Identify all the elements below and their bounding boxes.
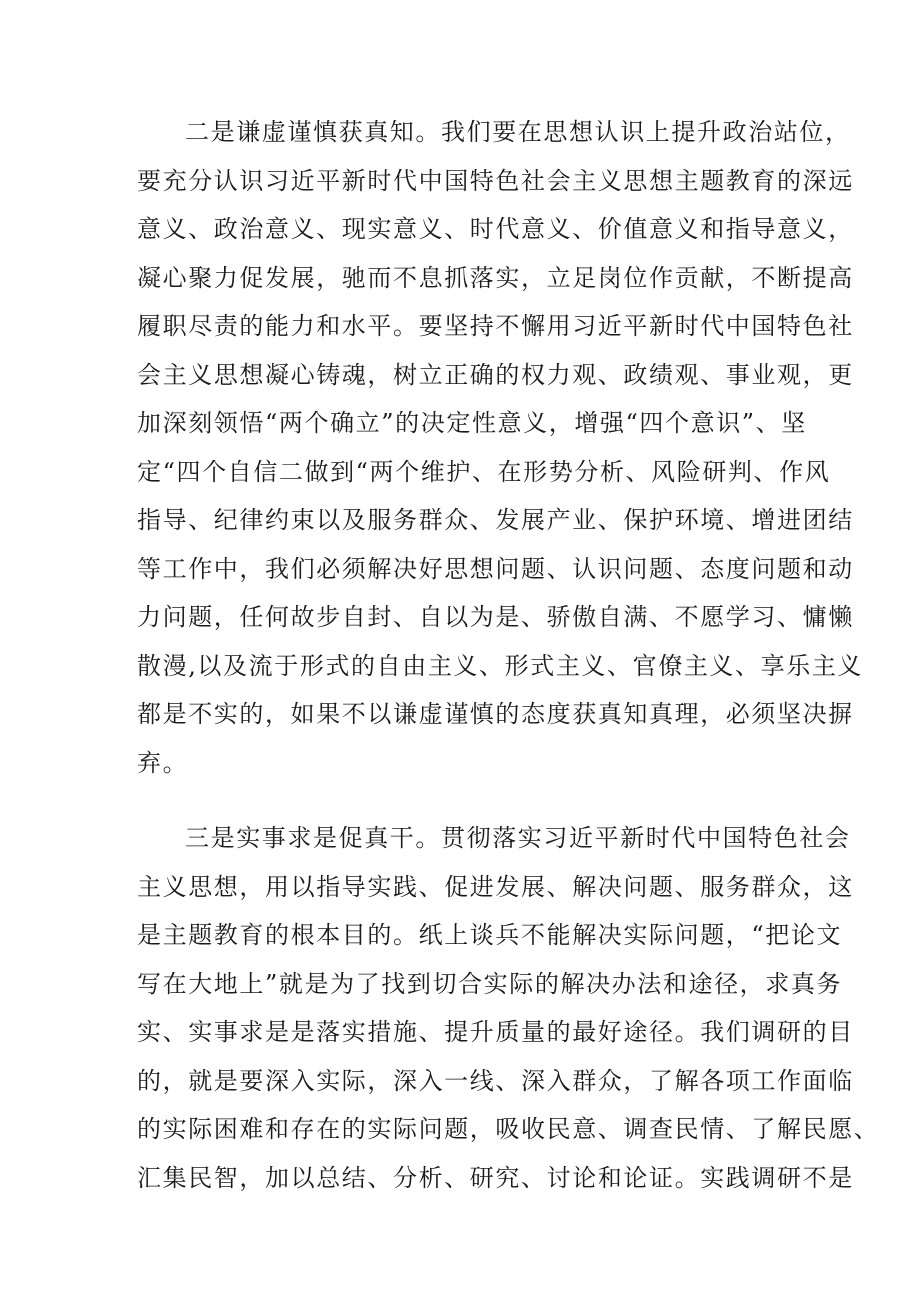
paragraph-line: 的，就是要深入实际，深入一线、深入群众，了解各项工作面临: [137, 1066, 854, 1095]
paragraph-line: 凝心聚力促发展，驰而不息抓落实，立足岗位作贡献，不断提高: [137, 263, 854, 292]
paragraph-line: 定“四个自信二做到“两个维护、在形势分析、风险研判、作风: [137, 457, 831, 486]
paragraph-line: 等工作中，我们必须解决好思想问题、认识问题、态度问题和动: [137, 554, 854, 583]
paragraph-line: 要充分认识习近平新时代中国特色社会主义思想主题教育的深远: [137, 166, 854, 195]
paragraph-line: 实、实事求是是落实措施、提升质量的最好途径。我们调研的目: [137, 1018, 854, 1046]
paragraph-line: 三是实事求是促真干。贯彻落实习近平新时代中国特色社会: [185, 824, 851, 852]
paragraph-line: 的实际困难和存在的实际问题，吸收民意、调查民情、了解民愿、: [137, 1115, 880, 1143]
paragraph-line: 都是不实的，如果不以谦虚谨慎的态度获真知真理，必须坚决摒: [137, 700, 854, 728]
paragraph-line: 写在大地上”就是为了找到切合实际的解决办法和途径，求真务: [137, 969, 843, 998]
paragraph-line: 弃。: [137, 748, 189, 777]
paragraph-practicality: [137, 814, 880, 1202]
paragraph-line: 汇集民智，加以总结、分析、研究、讨论和论证。实践调研不是: [137, 1163, 854, 1192]
paragraph-line: 加深刻领悟“两个确立”的决定性意义，增强“四个意识”、坚: [137, 409, 807, 437]
paragraph-line: 主义思想，用以指导实践、促进发展、解决问题、服务群众，这: [137, 872, 854, 901]
paragraph-line: 二是谦虚谨慎获真知。我们要在思想认识上提升政治站位，: [185, 118, 851, 146]
paragraph-line: 履职尽责的能力和水平。要坚持不懈用习近平新时代中国特色社: [137, 312, 854, 340]
paragraph-line: 力问题，任何故步自封、自以为是、骄傲自满、不愿学习、慵懒: [137, 603, 854, 631]
paragraph-line: 是主题教育的根本目的。纸上谈兵不能解决实际问题，“把论文: [137, 921, 843, 949]
paragraph-humility: [137, 108, 864, 787]
paragraph-line: 意义、政治意义、现实意义、时代意义、价值意义和指导意义，: [137, 215, 854, 243]
paragraph-line: 散漫,以及流于形式的自由主义、形式主义、官僚主义、享乐主义: [137, 651, 864, 680]
paragraph-line: 指导、纪律约束以及服务群众、发展产业、保护环境、增进团结: [137, 506, 854, 534]
paragraph-line: 会主义思想凝心铸魂，树立正确的权力观、政绩观、事业观，更: [137, 360, 854, 389]
